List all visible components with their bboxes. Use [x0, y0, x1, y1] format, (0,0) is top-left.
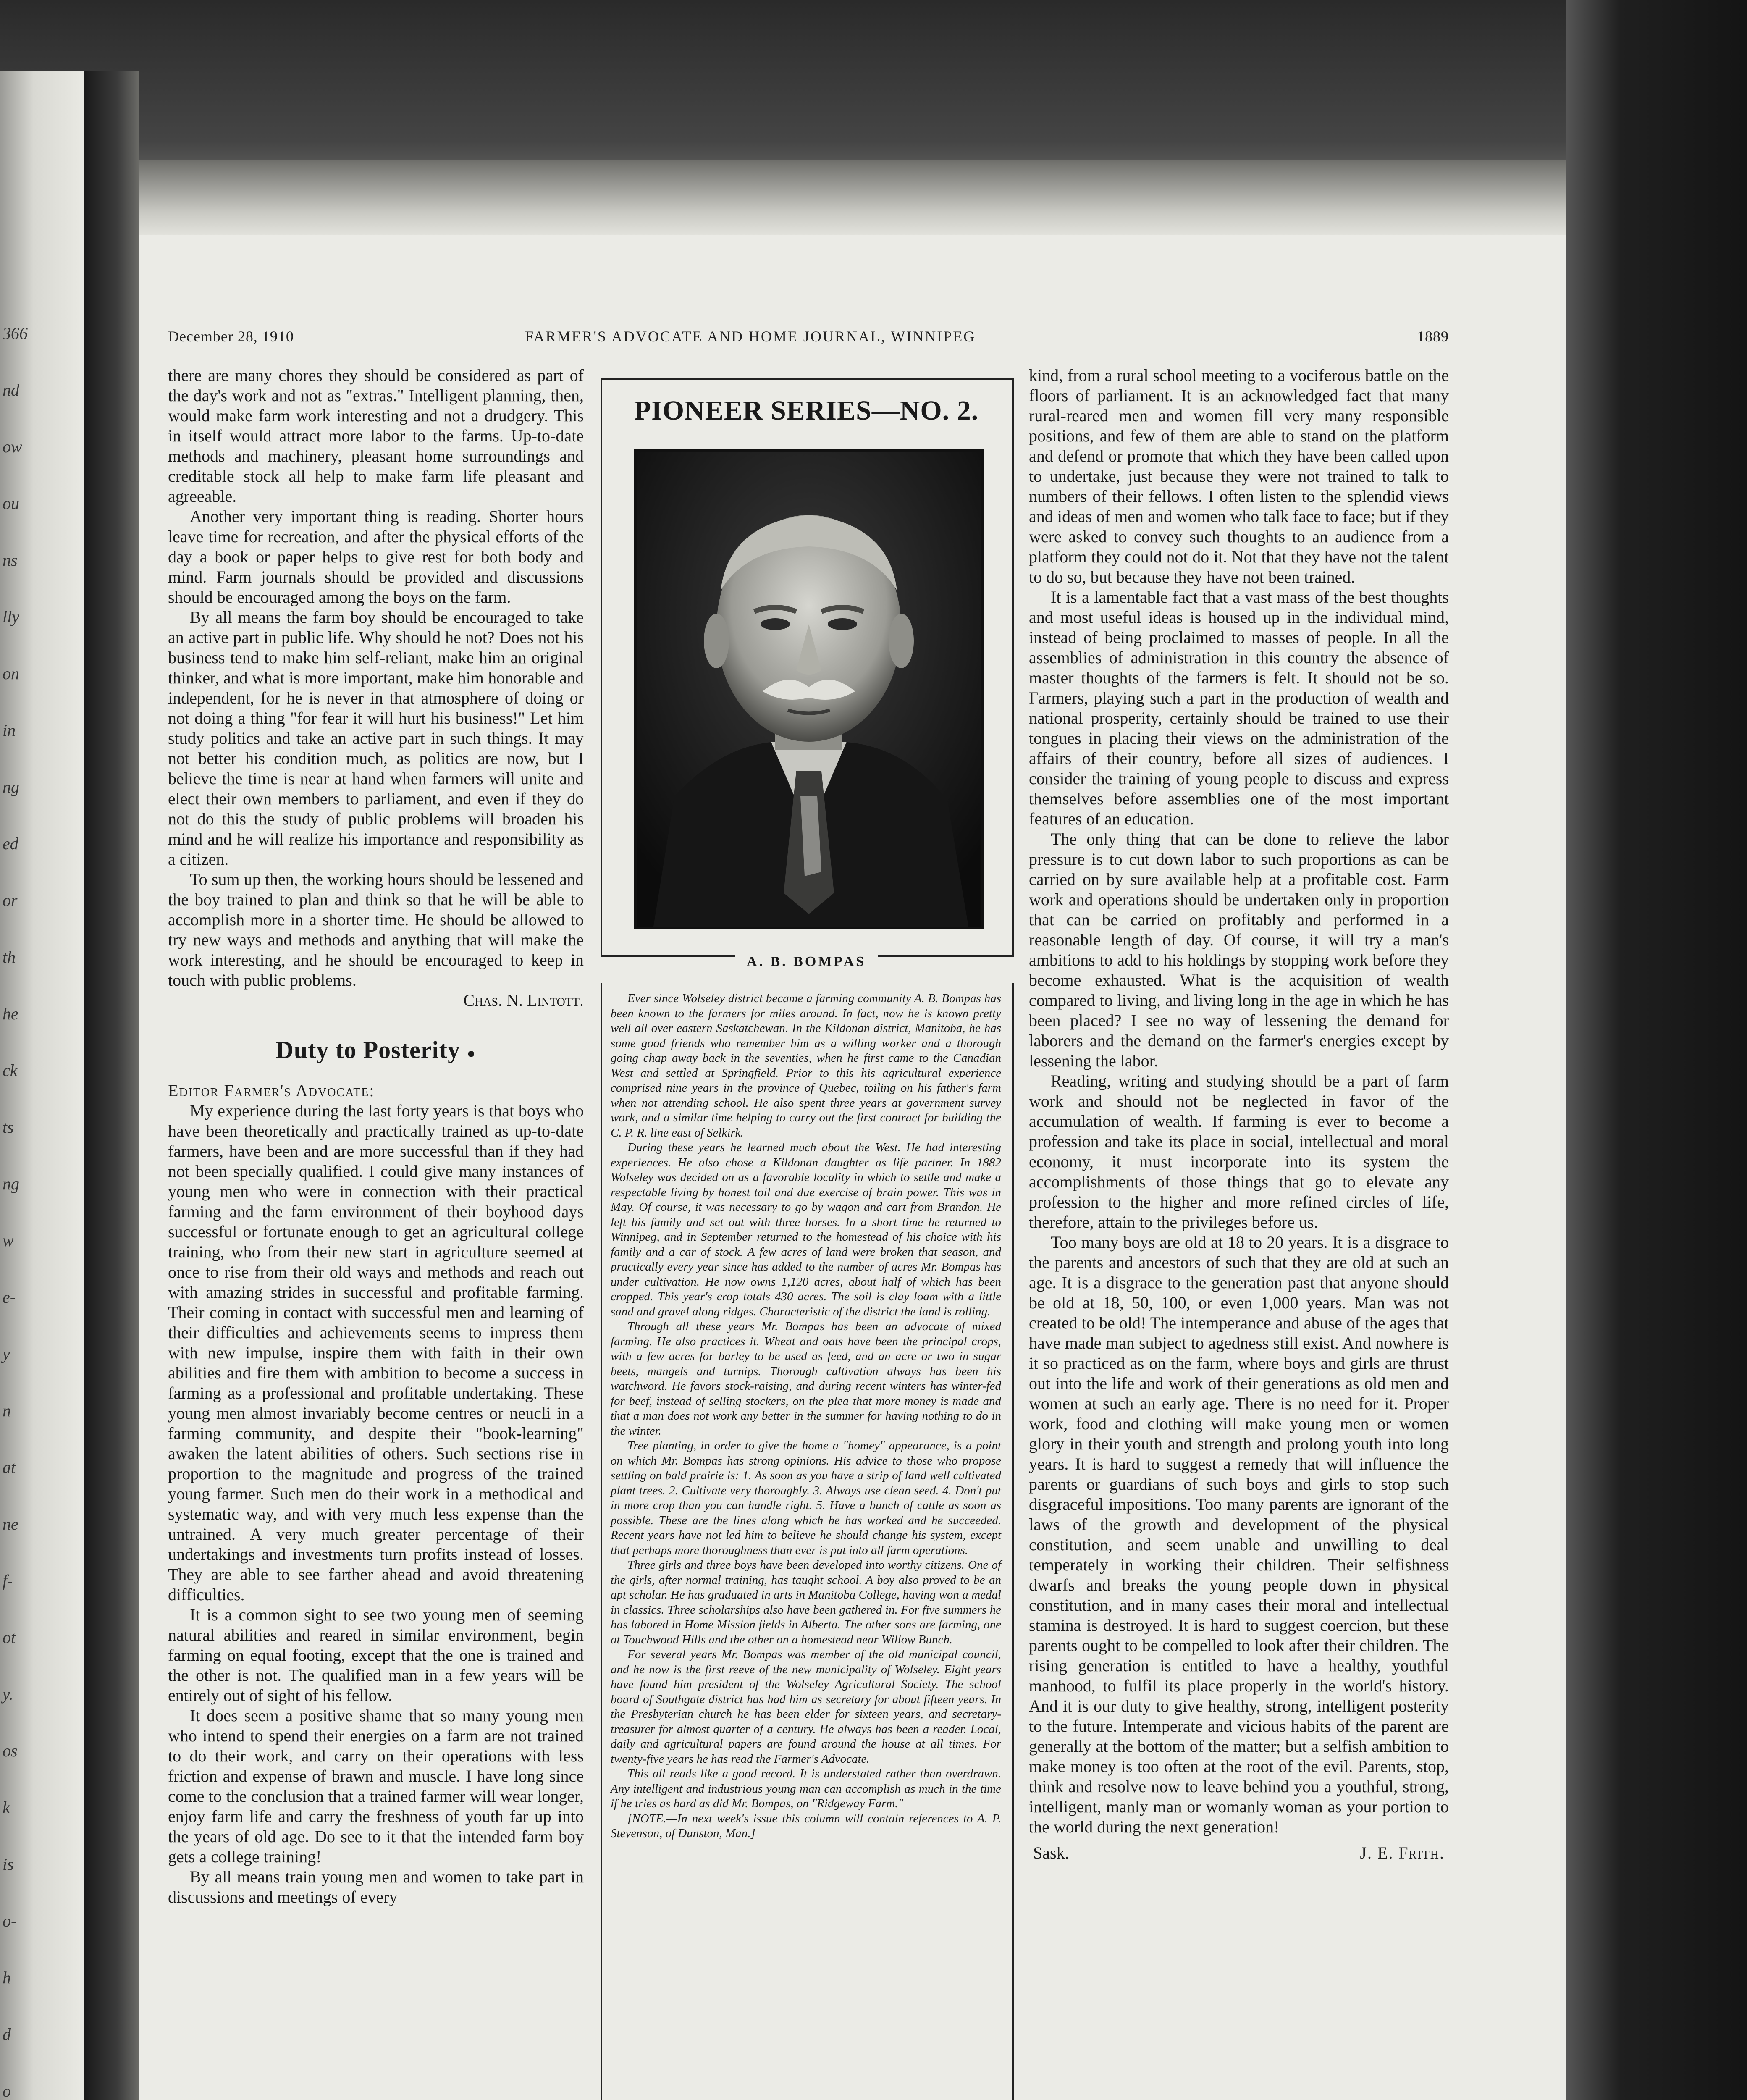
left-page-fragment: ed — [3, 834, 18, 853]
author-signature: J. E. Frith. — [1360, 1843, 1445, 1862]
paragraph: It is a common sight to see two young men of seeming natural abilities and reared in similar environment, begin farming on equal footing, except that the one is trained and the other is not. The qualified man in a few years will be entirely out of sight of his fellow. — [168, 1605, 584, 1705]
salutation: Editor Farmer's Advocate: — [168, 1081, 375, 1100]
page-fold-shadow — [139, 160, 1671, 235]
paragraph: Too many boys are old at 18 to 20 years. It is a disgrace to the parents and ancestors of such that they are old at such an age. It is a disgrace to the generation past that anyone should be old at 18, 50, 100, or even 1,000 years. Man was not created to be old! The intemperance and abuse of the ages that have made man subject to agedness still exist. And nowhere is it so practiced as on the farm, where boys and girls are thrust out into the life and work of their generations as old men and women at such an early age. There is no need for it. Proper work, food and clothing will make young men or women glory in their youth and strength and prolong youth into long years. It is hard to suggest a remedy that will influence the parents or guardians of such boys and girls to stop such disgraceful impositions. Too many parents are ignorant of the laws of the growth and development of the physical constitution, and seem unable and unwilling to deal temperately in working their children. Their selfishness dwarfs and breaks the young people down in physical constitution, and in many cases their moral and intellectual stamina is destroyed. It is hard to suggest coercion, but these parents ought to be compelled to look after their children. The rising generation is entitled to have a healthy, youthful manhood, to fulfil its place properly in the world's history. And it is our duty to give healthy, strong, intelligent posterity to the future. Intemperate and vicious habits of the parent are generally at the bottom of the matter; but a selfish ambition to make money is too often at the root of the evil. Parents, stop, think and resolve now to leave behind you a youthful, strong, intelligent, manly man or womanly woman as your portion to the world during the next generation! — [1029, 1233, 1449, 1836]
biography-text — [611, 991, 1001, 1841]
paragraph: By all means train young men and women to take part in discussions and meetings of every — [168, 1867, 584, 1906]
left-page-fragment: o- — [3, 1911, 17, 1930]
left-page-fragment: on — [3, 664, 19, 683]
paragraph: To sum up then, the working hours should be lessened and the boy trained to plan and think so that he will be able to accomplish more in a shorter time. He should be allowed to try new ways and methods and anything that will make the work interesting, and he should be encouraged to keep in touch with public problems. — [168, 870, 584, 990]
bio-paragraph: Tree planting, in order to give the home a "homey" appearance, is a point on which Mr. Bompas has strong opinions. His advice to those who propose settling on bald prairie is: 1. As soon as you have a strip of land well cultivated plant trees. 2. Cultivate very thoroughly. 3. Always use clean seed. 4. Don't put in more crop than you can handle right. 5. Have a bunch of cattle as soon as possible. These are the lines along which he has worked and he succeeded. Recent years have not led him to believe he should change his system, except that perhaps more thoroughness than ever is put into all farm operations. — [611, 1439, 1001, 1557]
left-page-fragment: he — [3, 1004, 18, 1023]
signoff — [1029, 1843, 1449, 1863]
left-page-fragment: nd — [3, 381, 19, 399]
paragraph: kind, from a rural school meeting to a vociferous battle on the floors of parliament. It is an acknowledged fact that many rural-reared men and women fill very many responsible positions, and few of them are able to stand on the platform and defend or promote that which they have been called upon to undertake, just because they were not trained to talk to numbers of their fellows. I often listen to the splendid views and ideas of men and women who talk face to face; but if they were asked to convey such thoughts to an audience from a platform they could not do it. Not that they have not the talent to do so, but because they have not been trained. — [1029, 366, 1449, 586]
left-page-fragment: ng — [3, 777, 19, 796]
left-page-fragment: 366 — [3, 324, 28, 343]
left-page-fragment: ng — [3, 1174, 19, 1193]
pioneer-feature-box — [601, 378, 1012, 2100]
left-page-fragment: e- — [3, 1288, 16, 1307]
portrait-photo-icon — [634, 449, 984, 929]
left-page-fragment: is — [3, 1855, 14, 1874]
bio-paragraph: During these years he learned much about the West. He had interesting experiences. He also chose a Kildonan daughter as life partner. In 1882 Wolseley was decided on as a favorable locality in which to settle and make a respectable living by honest toil and due exercise of brain power. This was in May. Of course, it was necessary to go by wagon and cart from Brandon. He left his family and set out with three horses. In a short time he returned to Winnipeg, and in September returned to the homestead of his choice with his family and a car of stock. A few acres of land were broken that season, and practically every year since has added to the number of acres Mr. Bompas has under cultivation. He now owns 1,120 acres, about half of which has been cropped. This year's crop totals 430 acres. The soil is clay loam with a little sand and gravel along ridges. Characteristic of the district the land is rolling. — [611, 1141, 1001, 1318]
paragraph: By all means the farm boy should be encouraged to take an active part in public life. Why should he not? Does not his business tend to make him self-reliant, make him an original thinker, and what is more important, make him honorable and independent, for he is never in that atmosphere of doing or not doing a thing "for fear it will hurt his business!" Let him study politics and take an active part in such things. It may not better his condition much, as politics are now, but I believe the time is near at hand when farmers will unite and elect their own members to parliament, and even if they do not do this the study of public problems will broaden his mind and he will realize his importance and responsibility as a citizen. — [168, 608, 584, 869]
left-page-fragment: y — [3, 1344, 10, 1363]
bio-paragraph: This all reads like a good record. It is understated rather than overdrawn. Any intelligent and industrious young man can accomplish as much in the time if he tries as hard as did Mr. Bompas, on "Ridgeway Farm." — [611, 1767, 1001, 1810]
left-page-fragment: o — [3, 2082, 11, 2100]
bio-paragraph: Ever since Wolseley district became a farming community A. B. Bompas has been known to the farmers for miles around. In fact, now he is known pretty well all over eastern Saskatchewan. In the Kildonan district, Manitoba, he has some good friends who remember him as a willing worker and a thorough going chap away back in the seventies, when he first came to the Canadian West and settled at Springfield. Prior to this his agricultural experience comprised nine years in the province of Quebec, toiling on his father's farm when not attending school. He also spent three years at government survey work, and a similar time helping to carry out the first contract for building the C. P. R. line east of Selkirk. — [611, 992, 1001, 1139]
bio-note: [NOTE.—In next week's issue this column will contain references to A. P. Stevenson, of Dunston, Man.] — [611, 1811, 1001, 1840]
paragraph: The only thing that can be done to relieve the labor pressure is to cut down labor to such proportions as can be carried on by sure available help at a profitable cost. Farm work and operations should be undertaken only in proportion that can be carried on profitably and performed in a reasonable length of day. Of course, it will try a man's ambitions to add to his holdings by stopping work before they become exhausted. What is the acquisition of wealth compared to living, and living long in the age in which he has been placed? I see no way of lessening the demand for laborers and the demand on the farmer's energies except by lessening the labor. — [1029, 830, 1449, 1070]
running-head — [168, 328, 1449, 349]
left-page-fragment: lly — [3, 607, 19, 626]
left-page-edge — [0, 71, 84, 2100]
issue-date: December 28, 1910 — [168, 328, 294, 345]
bio-paragraph: Through all these years Mr. Bompas has been an advocate of mixed farming. He also practices it. Wheat and oats have been the principal crops, with a few acres for barley to be used as feed, and an acre or two in sugar beets, mangels and turnips. Thorough cultivation always has been his watchword. He favors stock-raising, and during recent winters has winter-fed for beef, instead of selling stockers, on the plea that more money is made and that a man does not work any better in the summer for having nothing to do in the winter. — [611, 1320, 1001, 1438]
author-signature: Chas. N. Lintott. — [463, 991, 584, 1010]
publication-title: FARMER'S ADVOCATE AND HOME JOURNAL, WINNIPEG — [525, 328, 976, 345]
section-title-text: Duty to Posterity — [275, 1036, 460, 1063]
left-page-fragment: ot — [3, 1628, 16, 1647]
left-page-fragment: w — [3, 1231, 14, 1250]
left-page-fragment: ck — [3, 1061, 18, 1080]
section-title — [168, 1036, 584, 1064]
left-page-fragment: d — [3, 2025, 11, 2044]
paragraph: My experience during the last forty years is that boys who have been theoretically and practically trained as up-to-date farmers, have been and are more successful than if they had not been specially qualified. I could give many instances of young men who were in connection with their practical farming and the farm environment of their boyhood days successful or fortunate enough to get an agricultural college training, who from their new start in agriculture seemed at once to rise from their old ways and methods and reach out with amazing strides in successful and profitable farming. Their coming in contact with successful men and learning of their difficulties and achievements seems to impress them with new impulse, inspire them with faith in their own abilities and fire them with ambition to become a success in farming as a professional and profitable undertaking. These young men almost invariably become centres or neucli in a farming community, and despite their "book-learning" awaken the latent abilities of others. Such sections rise in proportion to the magnitude and progress of the trained young farmer. Such men do their work in a methodical and systematic way, and with very much less expense than the untrained. A very much greater percentage of their undertakings and investments turn profits instead of losses. They are able to see farther ahead and avoid threatening difficulties. — [168, 1101, 584, 1604]
left-page-fragment: n — [3, 1401, 11, 1420]
left-page-fragment: k — [3, 1798, 10, 1817]
paragraph: Another very important thing is reading. Shorter hours leave time for recreation, and after the physical efforts of the day a book or paper helps to give rest for both body and mind. Farm journals should be provided and discussions should be encouraged among the boys on the farm. — [168, 507, 584, 606]
portrait-caption: A. B. BOMPAS — [735, 949, 878, 974]
left-page-fragment: f- — [3, 1571, 13, 1590]
binding-gutter — [84, 71, 139, 2100]
left-page-fragment: ts — [3, 1118, 14, 1137]
paragraph: It does seem a positive shame that so many young men who intend to spend their energies on a farm are not trained to do their work, and carry on their operations with less friction and expense of brawn and muscle. I have long since come to the conclusion that a trained farmer will wear longer, enjoy farm life and carry the freshness of youth far up into the years of old age. Do see to it that the intended farm boy gets a college training! — [168, 1706, 584, 1866]
column-left — [168, 365, 584, 1907]
left-page-fragment: th — [3, 948, 16, 966]
series-title: PIONEER SERIES—NO. 2. — [634, 395, 979, 426]
paragraph: there are many chores they should be considered as part of the day's work and not as "extras." Intelligent planning, then, would make farm work interesting and not a drudgery. This in itself would attract more labor to the farms. Up-to-date methods and machinery, pleasant home surroundings and creditable stock all help to make farm life pleasant and agreeable. — [168, 366, 584, 506]
paragraph: It is a lamentable fact that a vast mass of the best thoughts and most useful ideas is housed up in the individual mind, instead of being proclaimed to masses of people. In all the assemblies of administration in this country the absence of master thoughts of the farmers is felt. It should not be so. Farmers, playing such a part in the production of wealth and national prosperity, certainly should be trained to use their tongues in placing their views on the administration of the affairs of their country, before all sizes of audiences. I consider the training of young people to discuss and express themselves before assemblies one of the most important features of an education. — [1029, 588, 1449, 828]
left-page-fragment: ow — [3, 437, 22, 456]
column-right — [1029, 365, 1449, 1863]
paragraph: Reading, writing and studying should be a part of farm work and should not be neglected in favor of the accumulation of wealth. If farming is ever to become a profession and take its place in social, intellectual and moral economy, it must incorporate into its system the accomplishments of those things that go to elevate any profession to the higher and more refined circles of life, therefore, attain to the privileges before us. — [1029, 1071, 1449, 1231]
author-place: Sask. — [1033, 1843, 1069, 1862]
left-page-fragment: ns — [3, 551, 18, 570]
left-page-fragment: os — [3, 1741, 18, 1760]
bio-paragraph: For several years Mr. Bompas was member of the old municipal council, and he now is the first reeve of the new municipality of Wolseley. Eight years have found him president of the Wolseley Agricultural Society. The school board of Southgate district has had him as secretary for about fifteen years. In the Presbyterian church he has been elder for sixteen years, and secretary-treasurer for almost quarter of a century. He always has been a reader. Local, daily and agricultural papers are found around the house at all times. For twenty-five years he has read the Farmer's Advocate. — [611, 1648, 1001, 1766]
left-page-fragment: or — [3, 891, 18, 910]
left-page-fragment: at — [3, 1458, 16, 1477]
ornament-dot-icon: ● — [467, 1046, 476, 1061]
bio-paragraph: Three girls and three boys have been developed into worthy citizens. One of the girls, after normal training, has taught school. A boy also proved to be an apt scholar. He has graduated in arts in Manitoba College, having won a medal in classics. Three scholarships also have been gathered in. For five summers he has labored in Home Mission fields in Alberta. The other sons are farming, one at Touchwood Hills and the other on a homestead near Willow Bunch. — [611, 1558, 1001, 1646]
left-page-fragment: in — [3, 721, 16, 740]
left-page-fragment: ou — [3, 494, 19, 513]
scan-right-border — [1566, 0, 1747, 2100]
page-number: 1889 — [1417, 328, 1449, 345]
left-page-fragment: y. — [3, 1685, 13, 1704]
left-page-fragment: h — [3, 1968, 11, 1987]
left-page-fragment: ne — [3, 1515, 18, 1533]
